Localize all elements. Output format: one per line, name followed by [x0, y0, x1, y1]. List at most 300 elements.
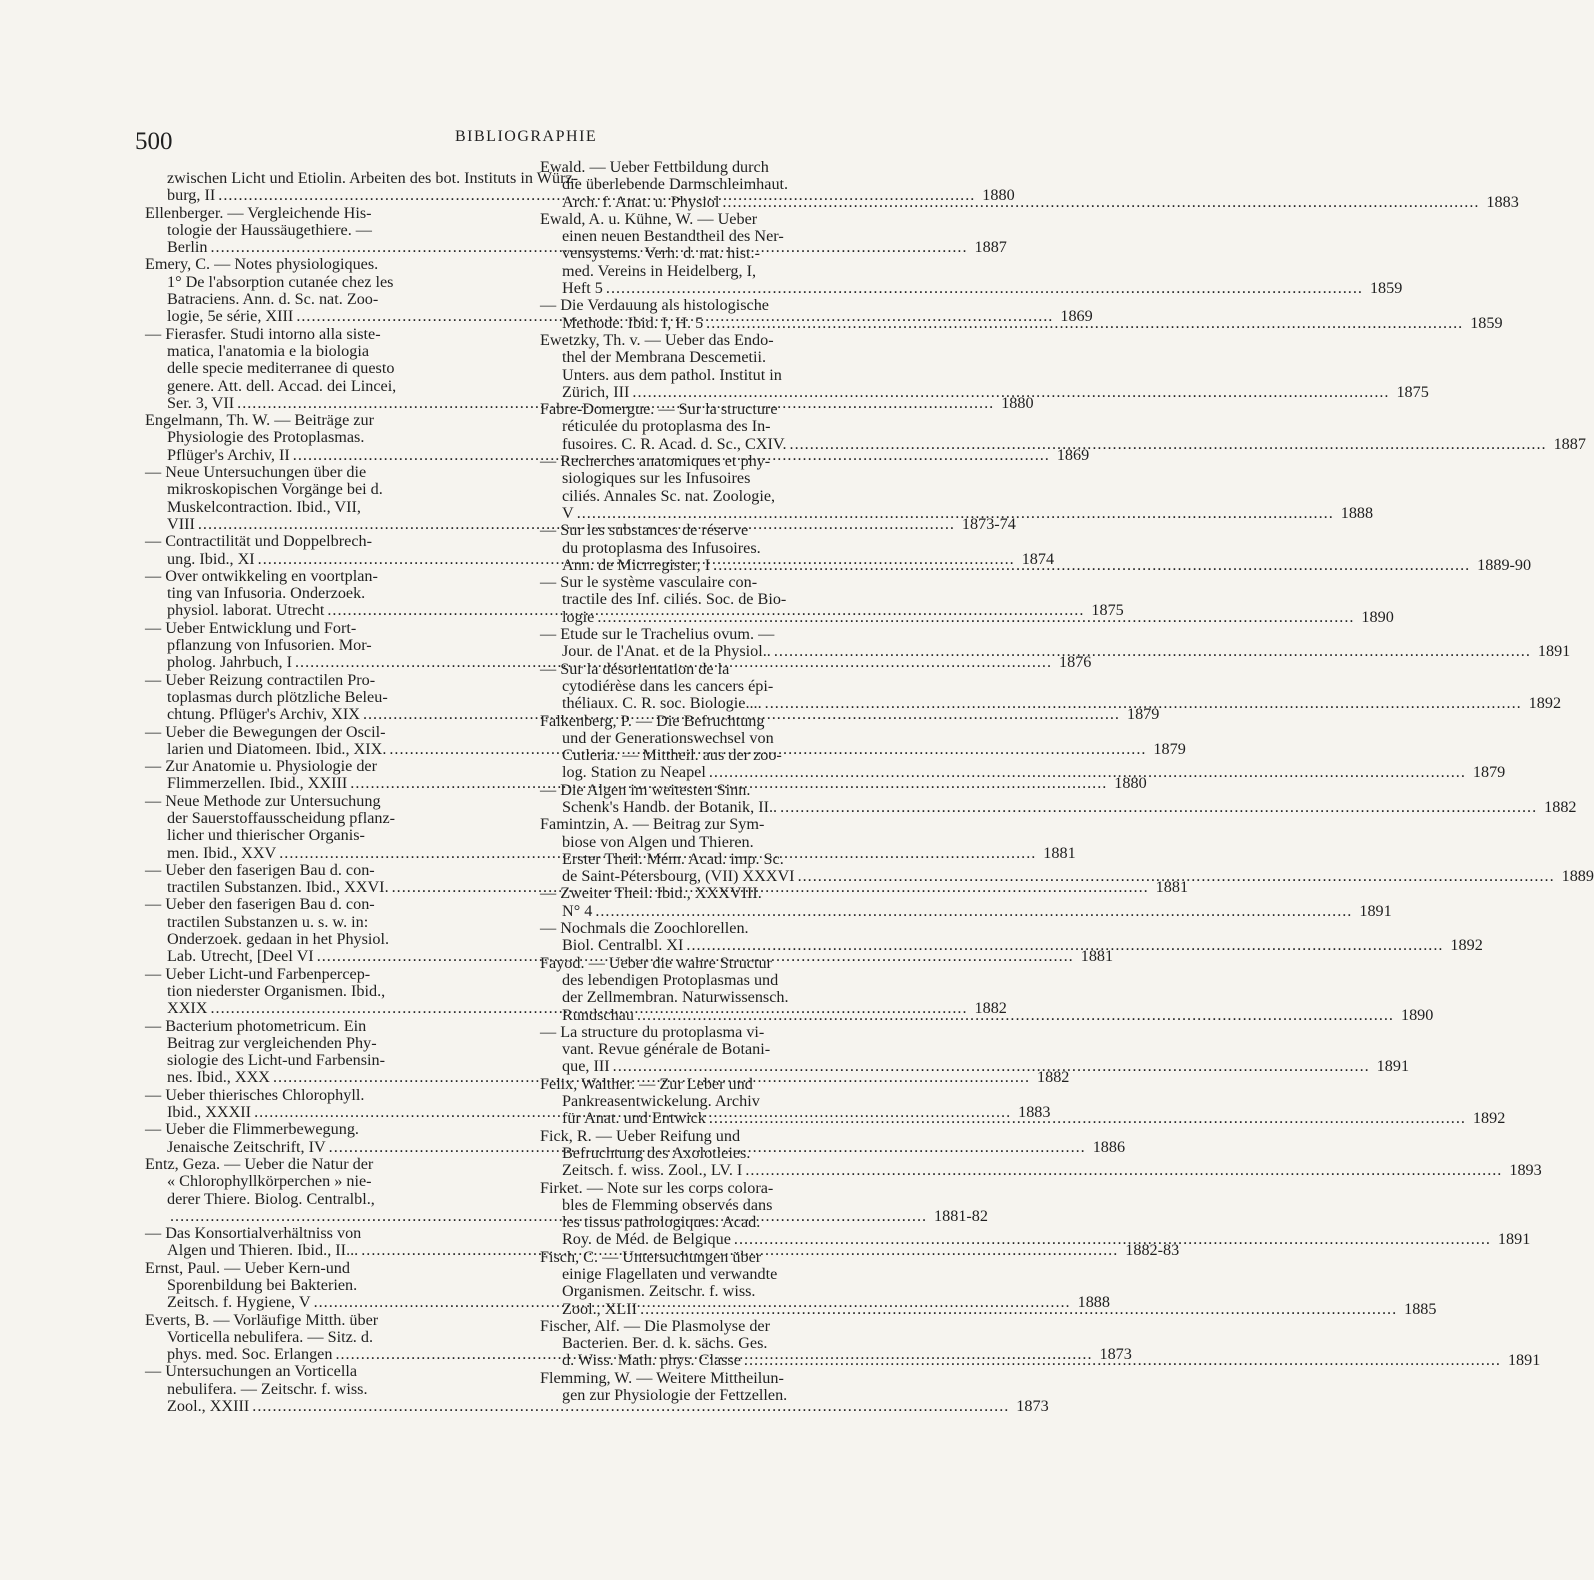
entry-year: 1887: [974, 238, 1007, 257]
line-text: Muskelcontraction. Ibid., VII,: [167, 497, 361, 516]
bibliography-line: [145, 1312, 505, 1329]
bibliography-line: [540, 401, 870, 418]
line-text: Fayod. — Ueber die wahre Structur: [540, 953, 772, 972]
bibliography-line: [540, 1230, 1531, 1249]
page-number: 500: [135, 128, 173, 155]
bibliography-line: [540, 851, 870, 868]
line-text: d. Wiss. Math. phys. Classe: [562, 1351, 741, 1370]
bibliography-line: [540, 1283, 870, 1300]
entry-year: 1890: [1400, 1005, 1434, 1024]
line-text: Batraciens. Ann. d. Sc. nat. Zoo-: [167, 290, 379, 309]
bibliography-line: [540, 159, 870, 176]
line-text: — Ueber Licht-und Farbenpercep-: [145, 964, 371, 983]
line-text: — Etude sur le Trachelius ovum. —: [540, 625, 775, 644]
bibliography-line: [145, 1052, 505, 1069]
line-text: einige Flagellaten und verwandte: [562, 1265, 778, 1283]
line-text: — Recherches anatomiques et phy-: [540, 452, 771, 471]
line-text: Onderzoek. gedaan in het Physiol.: [167, 930, 390, 949]
line-text: einen neuen Bestandtheil des Ner-: [562, 227, 784, 246]
bibliography-line: [145, 914, 505, 931]
line-text: thel der Membrana Descemetii.: [562, 348, 767, 367]
line-text: que, III: [562, 1057, 610, 1076]
line-text: — Ueber den faserigen Bau d. con-: [145, 895, 375, 914]
line-text: — Fierasfer. Studi intorno alla siste-: [145, 324, 381, 343]
line-text: Fick, R. — Ueber Reifung und: [540, 1126, 741, 1145]
line-text: — Die Algen im weitesten Sinn.: [540, 780, 751, 799]
bibliography-line: [145, 1173, 505, 1190]
line-text: physiol. laborat. Utrecht: [167, 601, 325, 620]
line-text: pholog. Jahrbuch, I: [167, 653, 292, 672]
bibliography-line: [540, 434, 1586, 453]
bibliography-line: [145, 620, 505, 637]
bibliography-line: [540, 1249, 870, 1266]
line-text: 1° De l'absorption cutanée chez les: [167, 272, 394, 291]
line-text: Organismen. Zeitschr. f. wiss.: [562, 1282, 756, 1301]
entry-year: 1859: [1470, 313, 1503, 332]
bibliography-line: [540, 1370, 870, 1387]
bibliography-line: [145, 343, 505, 360]
bibliography-line: [540, 1180, 870, 1197]
bibliography-line: [145, 1260, 505, 1277]
line-text: — Zur Anatomie u. Physiologie der: [145, 757, 377, 776]
line-text: — Ueber den faserigen Bau d. con-: [145, 860, 375, 879]
line-text: nes. Ibid., XXX: [167, 1068, 270, 1087]
line-text: du protoplasma des Infusoires.: [562, 538, 761, 557]
entry-year: 1892: [1472, 1109, 1506, 1128]
line-text: — Nochmals die Zoochlorellen.: [540, 919, 749, 938]
bibliography-line: [540, 661, 870, 678]
line-text: tractile des Inf. ciliés. Soc. de Bio-: [562, 590, 787, 609]
bibliography-line: [540, 349, 870, 366]
entry-year: 1887: [1553, 434, 1586, 453]
line-text: cytodiérèse dans les cancers épi-: [562, 676, 774, 695]
dot-leader: [595, 903, 1352, 920]
bibliography-line: [145, 412, 505, 429]
line-text: vensystems. Verh. d. nat. hist.-: [562, 244, 760, 263]
line-text: Jour. de l'Anat. et de la Physiol..: [562, 642, 771, 661]
line-text: Fischer, Alf. — Die Plasmolyse der: [540, 1316, 770, 1335]
line-text: Arch. f. Anat. u. Physiol: [562, 192, 720, 211]
bibliography-line: [145, 1191, 505, 1208]
bibliography-line: [540, 920, 870, 937]
line-text: für Anat. und Entwick: [562, 1109, 706, 1128]
line-text: Schenk's Handb. der Botanik, II..: [562, 797, 778, 816]
entry-year: 1891: [1376, 1057, 1410, 1076]
entry-year: 1880: [1114, 774, 1147, 793]
line-text: Bacterien. Ber. d. k. sächs. Ges.: [562, 1334, 768, 1353]
line-text: burg, II: [167, 186, 216, 205]
bibliography-line: [145, 1381, 505, 1398]
line-text: Unters. aus dem pathol. Institut in: [562, 365, 782, 384]
line-text: Pankreasentwickelung. Archiv: [562, 1092, 760, 1111]
bibliography-line: [145, 1363, 505, 1380]
entry-year: 1881: [1155, 878, 1189, 897]
bibliography-line: [145, 724, 505, 741]
line-text: — Contractilität und Doppelbrech-: [145, 532, 373, 551]
line-text: zwischen Licht und Etiolin. Arbeiten des bot. Instituts in Würz-: [167, 169, 579, 187]
line-text: Falkenberg, P. — Die Befruchtung: [540, 711, 765, 730]
bibliography-line: [540, 591, 870, 608]
bibliography-line: [540, 332, 870, 349]
bibliography-line: [145, 862, 505, 879]
line-text: gen zur Physiologie der Fettzellen.: [562, 1386, 788, 1405]
line-text: Roy. de Méd. de Belgique: [562, 1230, 731, 1249]
line-text: VIII: [167, 514, 195, 533]
line-text: Fabre-Domergue. — Sur la structure: [540, 400, 778, 419]
bibliography-line: [145, 169, 579, 187]
bibliography-line: [540, 1057, 1410, 1076]
bibliography-line: [540, 678, 870, 695]
bibliography-line: [540, 279, 1403, 298]
line-text: — Ueber Entwicklung und Fort-: [145, 618, 357, 637]
line-text: Ann. de Micrregister, I: [562, 555, 711, 574]
bibliography-line: [540, 955, 870, 972]
bibliography-line: [145, 689, 505, 706]
line-text: vant. Revue générale de Botani-: [562, 1040, 771, 1059]
entry-year: 1879: [1126, 705, 1160, 724]
entry-year: 1888: [1077, 1293, 1110, 1312]
entry-year: 1891: [1359, 901, 1392, 920]
bibliography-line: [540, 453, 870, 470]
bibliography-line: [540, 1335, 870, 1352]
bibliography-line: [540, 885, 870, 902]
line-text: V: [562, 503, 574, 522]
line-text: — Das Konsortialverhältniss von: [145, 1224, 362, 1243]
entry-year: 1882: [974, 999, 1007, 1018]
bibliography-line: [145, 637, 505, 654]
entry-year: 1869: [1060, 307, 1093, 326]
line-text: Everts, B. — Vorläufige Mitth. über: [145, 1310, 379, 1329]
entry-year: 1873: [1099, 1345, 1132, 1364]
bibliography-line: [145, 533, 505, 550]
bibliography-line: [145, 291, 505, 308]
line-text: « Chlorophyllkörperchen » nie-: [167, 1172, 372, 1191]
dot-leader: [722, 194, 1479, 211]
line-text: Fisch, C. — Untersuchungen über: [540, 1247, 762, 1266]
bibliography-line: [540, 1128, 870, 1145]
line-text: delle specie mediterranee di questo: [167, 359, 395, 378]
line-text: pflanzung von Infusorien. Mor-: [167, 636, 372, 655]
bibliography-line: [145, 360, 505, 377]
bibliography-line: [145, 464, 505, 481]
line-text: ting van Infusoria. Onderzoek.: [167, 584, 366, 603]
dot-leader: [686, 937, 1443, 954]
line-text: XXIX: [167, 999, 208, 1018]
line-text: biose von Algen und Thieren.: [562, 832, 754, 851]
line-text: fusoires. C. R. Acad. d. Sc., CXIV.: [562, 434, 787, 453]
entry-year: 1880: [982, 186, 1015, 205]
bibliography-line: [540, 1387, 870, 1404]
entry-year: 1891: [1537, 642, 1571, 661]
line-text: Ellenberger. — Vergleichende His-: [145, 203, 372, 222]
bibliography-line: [540, 642, 1571, 661]
entry-year: 1875: [1396, 382, 1429, 401]
line-text: Vorticella nebulifera. — Sitz. d.: [167, 1327, 374, 1346]
entry-year: 1873-74: [961, 514, 1016, 533]
bibliography-line: [540, 540, 870, 557]
line-text: — Sur les substances de réserve: [540, 521, 749, 540]
bibliography-line: [540, 816, 870, 833]
bibliography-line: [145, 585, 505, 602]
bibliography-line: [540, 1093, 870, 1110]
bibliography-line: [145, 1035, 505, 1052]
line-text: — La structure du protoplasma vi-: [540, 1022, 765, 1041]
line-text: de Saint-Pétersbourg, (VII) XXXVI: [562, 867, 795, 886]
entry-year: 1874: [1021, 549, 1055, 568]
bibliography-line: [145, 274, 505, 291]
dot-leader: [709, 1110, 1466, 1127]
line-text: tractilen Substanzen. Ibid., XXVI.: [167, 878, 389, 897]
bibliography-line: [145, 326, 505, 343]
bibliography-line: [540, 574, 870, 591]
line-text: tion niederster Organismen. Ibid.,: [167, 981, 386, 1000]
bibliography-line: [540, 747, 870, 764]
bibliography-line: [540, 503, 1374, 522]
bibliography-line: [540, 901, 1392, 920]
bibliography-line: [540, 1161, 1542, 1180]
dot-leader: [774, 643, 1531, 660]
line-text: matica, l'anatomia e la biologia: [167, 341, 370, 360]
line-text: siologie des Licht-und Farbensin-: [167, 1051, 386, 1070]
line-text: — Ueber die Flimmerbewegung.: [145, 1120, 359, 1139]
line-text: Berlin: [167, 238, 208, 257]
bibliography-line: [540, 1024, 870, 1041]
bibliography-line: [540, 382, 1429, 401]
bibliography-line: [540, 488, 870, 505]
line-text: réticulée du protoplasma des In-: [562, 417, 771, 436]
line-text: licher und thierischer Organis-: [167, 826, 365, 845]
line-text: larien und Diatomeen. Ibid., XIX.: [167, 739, 387, 758]
bibliography-line: [145, 1018, 505, 1035]
entry-year: 1882: [1037, 1068, 1070, 1087]
bibliography-line: [145, 931, 505, 948]
bibliography-line: [145, 222, 505, 239]
line-text: — Neue Methode zur Untersuchung: [145, 791, 381, 810]
dot-leader: [745, 1162, 1502, 1179]
bibliography-line: [145, 1121, 505, 1138]
bibliography-line: [540, 1076, 870, 1093]
line-text: Ibid., XXXII: [167, 1103, 252, 1122]
entry-year: 1893: [1509, 1161, 1542, 1180]
line-text: Pflüger's Archiv, II: [167, 445, 290, 464]
line-text: med. Vereins in Heidelberg, I,: [562, 261, 757, 280]
line-text: — Sur le système vasculaire con-: [540, 573, 758, 592]
line-text: Ser. 3, VII: [167, 393, 235, 412]
entry-year: 1883: [1018, 1103, 1051, 1122]
line-text: — Neue Untersuchungen über die: [145, 463, 367, 482]
bibliography-line: [540, 176, 870, 193]
dot-leader: [744, 1352, 1501, 1369]
dot-leader: [597, 609, 1354, 626]
line-text: Erster Theil. Mém. Acad. imp. Sc.: [562, 849, 784, 868]
bibliography-line: [540, 626, 870, 643]
line-text: die überlebende Darmschleimhaut.: [562, 175, 789, 194]
bibliography-line: [540, 782, 870, 799]
bibliography-line: [540, 713, 870, 730]
line-text: Zeitsch. f. wiss. Zool., LV. I: [562, 1161, 743, 1180]
line-text: ciliés. Annales Sc. nat. Zoologie,: [562, 486, 776, 505]
line-text: der Zellmembran. Naturwissensch.: [562, 988, 789, 1007]
running-head: BIBLIOGRAPHIE: [455, 128, 598, 145]
line-text: — Ueber thierisches Chlorophyll.: [145, 1085, 365, 1104]
line-text: derer Thiere. Biolog. Centralbl.,: [167, 1189, 375, 1208]
bibliography-line: [145, 256, 505, 273]
entry-year: 1881: [1043, 843, 1076, 862]
line-text: Flimmerzellen. Ibid., XXIII: [167, 774, 348, 793]
line-text: ung. Ibid., XI: [167, 549, 255, 568]
entry-year: 1886: [1092, 1137, 1126, 1156]
bibliography-line: [145, 429, 505, 446]
line-text: men. Ibid., XXV: [167, 843, 277, 862]
line-text: N° 4: [562, 901, 593, 920]
line-text: Ewald, A. u. Kühne, W. — Ueber: [540, 209, 758, 228]
bibliography-line: [540, 1145, 870, 1162]
bibliography-line: [540, 989, 870, 1006]
bibliography-line: [145, 793, 505, 810]
dot-leader: [713, 557, 1470, 574]
bibliography-line: [540, 694, 1562, 713]
line-text: des lebendigen Protoplasmas und: [562, 970, 779, 989]
entry-year: 1885: [1404, 1299, 1437, 1318]
bibliography-line: [540, 867, 1594, 886]
line-text: Beitrag zur vergleichenden Phy-: [167, 1033, 377, 1052]
line-text: Flemming, W. — Weitere Mittheilun-: [540, 1368, 784, 1387]
entry-year: 1889-90: [1477, 555, 1532, 574]
bibliography-line: [540, 470, 870, 487]
line-text: logie, 5e série, XIII: [167, 307, 294, 326]
line-text: logie: [562, 607, 595, 626]
line-text: der Sauerstoffausscheidung pflanz-: [167, 808, 396, 827]
line-text: Engelmann, Th. W. — Beiträge zur: [145, 411, 374, 430]
entry-year: 1880: [1001, 393, 1034, 412]
line-text: Jenaische Zeitschrift, IV: [167, 1137, 326, 1156]
entry-year: 1883: [1486, 192, 1519, 211]
dot-leader: [790, 436, 1547, 453]
bibliography-line: [540, 1266, 870, 1283]
line-text: toplasmas durch plötzliche Beleu-: [167, 687, 388, 706]
line-text: bles de Flemming observés dans: [562, 1195, 773, 1214]
line-text: und der Generationswechsel von: [562, 728, 774, 747]
entry-year: 1892: [1528, 694, 1562, 713]
bibliography-line: [540, 834, 870, 851]
entry-year: 1890: [1361, 607, 1394, 626]
line-text: tologie der Haussäugethiere. —: [167, 220, 372, 239]
bibliography-line: [540, 1197, 870, 1214]
bibliography-line: [145, 827, 505, 844]
line-text: genere. Att. dell. Accad. dei Lincei,: [167, 376, 397, 395]
line-text: Emery, C. — Notes physiologiques.: [145, 255, 379, 274]
line-text: — Sur la désorientation de la: [540, 659, 730, 678]
line-text: théliaux. C. R. soc. Biologie....: [562, 694, 762, 713]
entry-year: 1876: [1059, 653, 1092, 672]
entry-year: 1859: [1369, 279, 1403, 298]
dot-leader: [706, 315, 1463, 332]
entry-year: 1879: [1153, 739, 1186, 758]
dot-leader: [780, 799, 1537, 816]
entry-year: 1881: [1080, 947, 1114, 966]
dot-leader: [765, 695, 1522, 712]
line-text: Biol. Centralbl. XI: [562, 936, 684, 955]
bibliography-line: [145, 568, 505, 585]
line-text: nebulifera. — Zeitschr. f. wiss.: [167, 1379, 368, 1398]
entry-year: 1873: [1016, 1397, 1049, 1416]
line-text: Zool., XXIII: [167, 1397, 250, 1416]
bibliography-line: [145, 1225, 505, 1242]
line-text: Zürich, III: [562, 382, 630, 401]
line-text: Cutleria. — Mittheil. aus der zoo-: [562, 746, 782, 765]
bibliography-line: [145, 672, 505, 689]
bibliography-line: [540, 522, 870, 539]
line-text: — Zweiter Theil. Ibid., XXXVIII.: [540, 884, 762, 903]
bibliography-line: [145, 1329, 505, 1346]
line-text: — Die Verdauung als histologische: [540, 296, 769, 315]
bibliography-line: [145, 1156, 505, 1173]
bibliography-line: [145, 1277, 505, 1294]
line-text: Physiologie des Protoplasmas.: [167, 428, 365, 447]
line-text: Sporenbildung bei Bakterien.: [167, 1276, 358, 1294]
dot-leader: [577, 505, 1334, 522]
entry-year: 1892: [1450, 936, 1483, 955]
line-text: les tissus pathologiques. Acad.: [562, 1213, 761, 1232]
entry-year: 1882-83: [1125, 1241, 1180, 1260]
entry-year: 1888: [1340, 503, 1374, 522]
bibliography-line: [145, 810, 505, 827]
line-text: — Ueber die Bewegungen der Oscil-: [145, 722, 386, 741]
line-text: Zool., XLII: [562, 1299, 638, 1318]
bibliography-line: [145, 378, 505, 395]
line-text: Felix, Walther. — Zur Leber und: [540, 1074, 753, 1093]
line-text: siologiques sur les Infusoires: [562, 469, 751, 488]
dot-leader: [640, 1301, 1397, 1318]
line-text: mikroskopischen Vorgänge bei d.: [167, 480, 383, 499]
line-text: Befruchtung des Axolotleies.: [562, 1143, 751, 1162]
bibliography-line: [540, 1318, 870, 1335]
line-text: chtung. Pflüger's Archiv, XIX: [167, 705, 360, 724]
line-text: Algen und Thieren. Ibid., II...: [167, 1241, 359, 1260]
bibliography-line: [540, 297, 870, 314]
line-text: Ewald. — Ueber Fettbildung durch: [540, 158, 769, 176]
bibliography-line: [540, 763, 1506, 782]
line-text: Heft 5: [562, 279, 603, 298]
line-text: Rundschau: [562, 1005, 634, 1024]
bibliography-line: [145, 1397, 1049, 1416]
entry-year: 1882: [1544, 797, 1577, 816]
dot-leader: [637, 1007, 1394, 1024]
line-text: Methode. Ibid. I, H. 5: [562, 313, 704, 332]
bibliography-line: [145, 499, 505, 516]
entry-year: 1889: [1561, 867, 1594, 886]
line-text: phys. med. Soc. Erlangen: [167, 1345, 333, 1364]
bibliography-line: [540, 418, 870, 435]
line-text: — Bacterium photometricum. Ein: [145, 1016, 367, 1035]
dot-leader: [709, 764, 1466, 781]
bibliography-line: [540, 1214, 870, 1231]
bibliography-line: [540, 367, 870, 384]
entry-year: 1891: [1507, 1351, 1541, 1370]
entry-year: 1879: [1472, 763, 1506, 782]
bibliography-line: [145, 896, 505, 913]
entry-year: 1869: [1056, 445, 1090, 464]
entry-year: 1891: [1497, 1230, 1531, 1249]
bibliography-line: [145, 758, 505, 775]
bibliography-line: [145, 205, 505, 222]
bibliography-line: [540, 972, 870, 989]
line-text: Ernst, Paul. — Ueber Kern-und: [145, 1258, 350, 1277]
entry-year: 1881-82: [934, 1206, 988, 1225]
line-text: Lab. Utrecht, [Deel VI: [167, 947, 314, 966]
bibliography-line: [540, 936, 1483, 955]
line-text: Famintzin, A. — Beitrag zur Sym-: [540, 815, 765, 834]
